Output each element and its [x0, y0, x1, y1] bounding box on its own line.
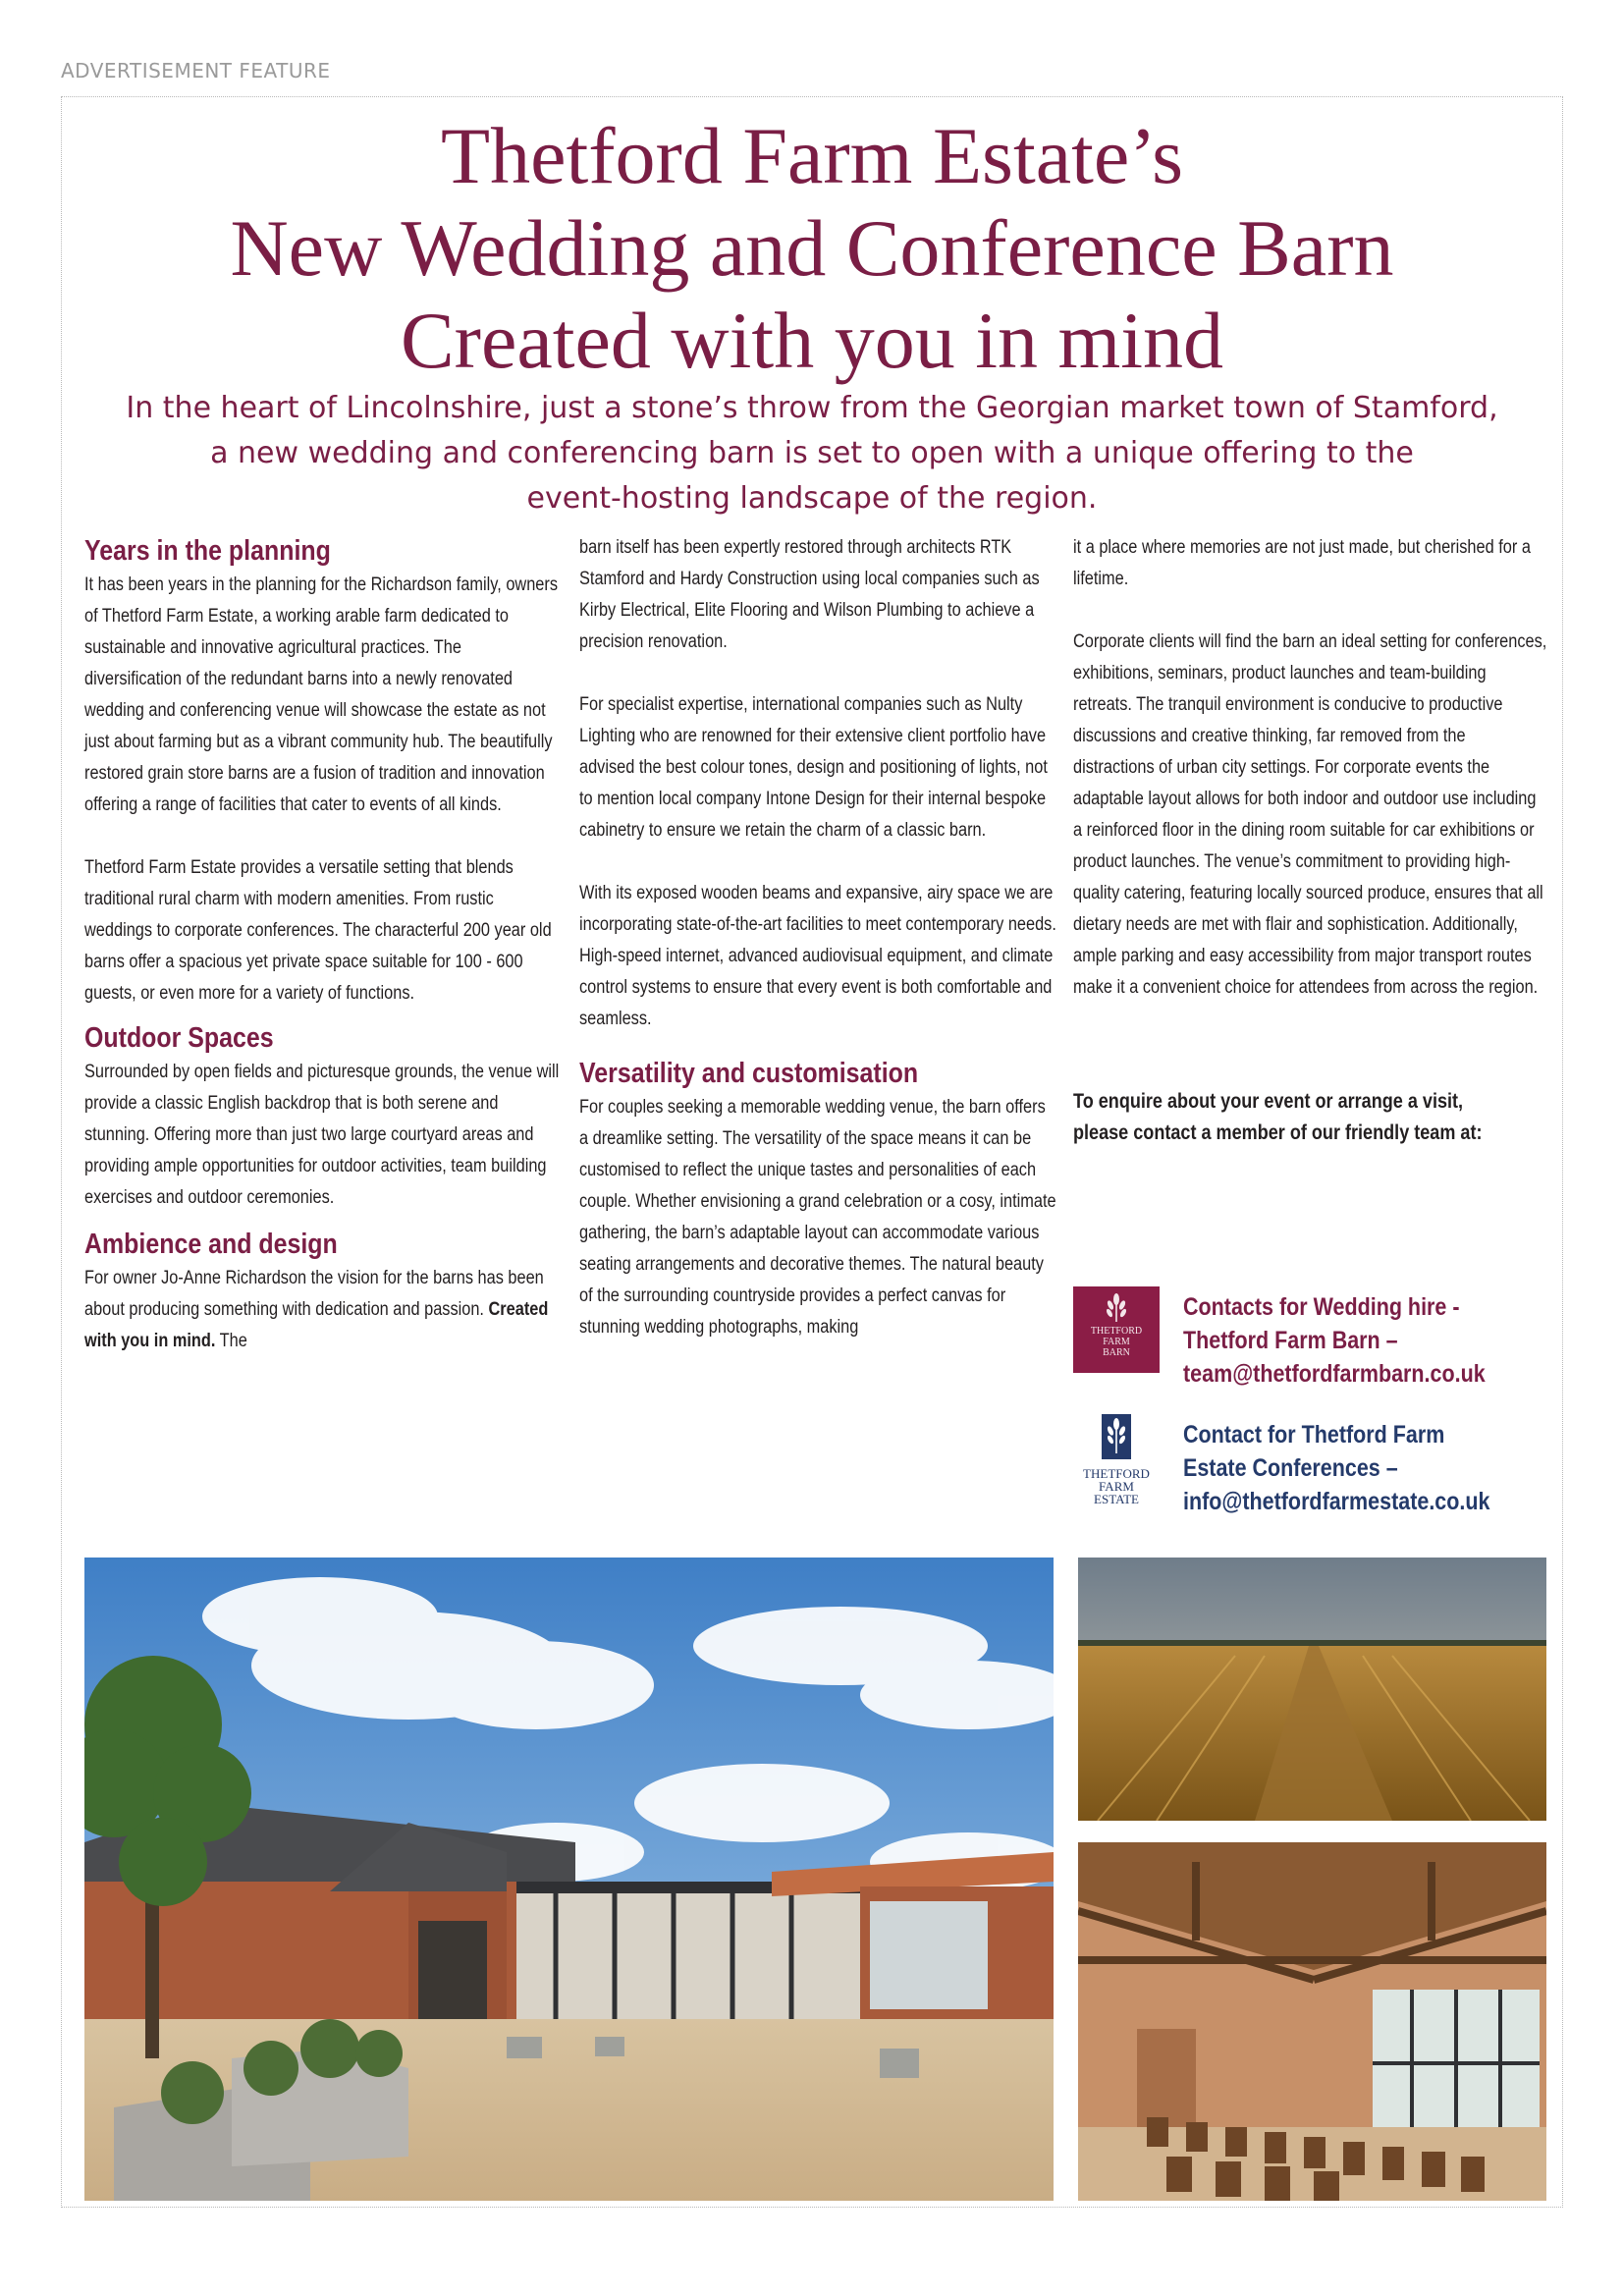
body-paragraph: barn itself has been expertly restored through architects RTK Stamford and Hardy Construction using local companies such as Kirby Electrical, Elite Flooring and Wilson Plumbing to achieve a precision renovation. — [579, 537, 1040, 652]
thetford-farm-barn-logo — [1073, 1286, 1160, 1373]
contact-email-link[interactable]: info@thetfordfarmestate.co.uk — [1183, 1488, 1490, 1515]
body-paragraph: Corporate clients will find the barn an ideal setting for conferences, exhibitions, seminars, product launches and team-building retreats. The tranquil environment is conducive to productive discussions and creative thinking, far removed from the distractions of urban city settings. For corporate events the adaptable layout allows for both indoor and outdoor use including a reinforced floor in the dining room suitable for car exhibitions or product launches. The venue’s commitment to providing high-quality catering, featuring locally sourced produce, ensures that all dietary needs are met with flair and sophistication. Additionally, ample parking and easy accessibility from major transport routes make it a convenient choice for attendees from across the region. — [1073, 631, 1547, 998]
body-paragraph: Surrounded by open fields and picturesque grounds, the venue will provide a classic English backdrop that is both serene and stunning. Offering more than just two large courtyard areas and providing ample opportunities for outdoor activities, team building exercises and outdoor ceremonies. — [84, 1062, 560, 1208]
logo-text: THETFORD — [1083, 1466, 1150, 1481]
standfirst-line: event-hosting landscape of the region. — [526, 481, 1098, 516]
contact-email-link[interactable]: team@thetfordfarmbarn.co.uk — [1183, 1360, 1486, 1388]
standfirst-line: In the heart of Lincolnshire, just a stone’s throw from the Georgian market town of Stamford, — [126, 391, 1498, 425]
contact-label: Estate Conferences – — [1183, 1454, 1398, 1482]
body-text: The — [215, 1331, 247, 1351]
contact-label: Contact for Thetford Farm — [1183, 1421, 1445, 1449]
enquire-text: please contact a member of our friendly team at: — [1073, 1121, 1483, 1144]
contact-label: Thetford Farm Barn – — [1183, 1327, 1398, 1354]
barn-courtyard-photo — [84, 1558, 1054, 2201]
contact-details — [1183, 1290, 1486, 1391]
logo-text: ESTATE — [1094, 1492, 1139, 1506]
body-paragraph: Thetford Farm Estate provides a versatile setting that blends traditional rural charm with modern amenities. From rustic weddings to corporate conferences. The characterful 200 year old barns offer a spacious yet private space suitable for 100 - 600 guests, or even more for a variety of functions. — [84, 857, 552, 1004]
body-paragraph — [84, 1263, 560, 1357]
wheat-icon — [1102, 1414, 1131, 1459]
wheat-field-photo — [1078, 1558, 1546, 1821]
body-text: For owner Jo-Anne Richardson the vision for the barns has been about producing something with dedication and passion. — [84, 1268, 544, 1320]
shield-icon — [1102, 1414, 1131, 1459]
contact-details — [1183, 1418, 1489, 1518]
section-heading-versatility: Versatility and customisation — [579, 1058, 919, 1089]
body-paragraph: With its exposed wooden beams and expansive, airy space we are incorporating state-of-the-art facilities to meet contemporary needs. High-speed internet, advanced audiovisual equipment, and climate control systems to ensure that every event is both comfortable and seamless. — [579, 883, 1056, 1029]
barn-interior-photo — [1078, 1842, 1546, 2201]
body-paragraph: For couples seeking a memorable wedding venue, the barn offers a dreamlike setting. The versatility of the space means it can be customised to reflect the unique tastes and personalities of each couple. Whether envisioning a grand celebration or a cosy, intimate gathering, the barn’s adaptable layout can accommodate various seating arrangements and decorative themes. The natural beauty of the surrounding countryside provides a perfect canvas for stunning wedding photographs, making — [579, 1097, 1056, 1338]
body-paragraph: It has been years in the planning for the Richardson family, owners of Thetford Farm Estate, a working arable farm dedicated to sustainable and innovative agricultural practices. The diversification of the redundant barns into a newly renovated wedding and conferencing venue will showcase the estate as not just about farming but as a vibrant community hub. The beautifully restored grain store barns are a fusion of tradition and innovation offering a range of facilities that cater to events of all kinds. — [84, 574, 559, 815]
section-heading-outdoor-spaces: Outdoor Spaces — [84, 1022, 274, 1054]
contact-conferences — [1073, 1414, 1564, 1522]
logo-text: THETFORD — [1090, 1326, 1143, 1337]
standfirst — [61, 386, 1563, 521]
headline — [61, 110, 1563, 387]
logo-text: FARM — [1099, 1479, 1134, 1494]
thetford-farm-estate-logo — [1073, 1414, 1160, 1520]
wheat-icon — [1102, 1292, 1131, 1324]
logo-text: FARM — [1103, 1337, 1130, 1347]
logo-text: BARN — [1103, 1347, 1130, 1358]
section-heading-years-in-planning: Years in the planning — [84, 535, 331, 567]
contact-label: Contacts for Wedding hire - — [1183, 1293, 1460, 1321]
section-heading-ambience-design: Ambience and design — [84, 1229, 338, 1260]
body-paragraph: it a place where memories are not just made, but cherished for a lifetime. — [1073, 537, 1531, 589]
headline-line: Thetford Farm Estate’s — [440, 111, 1184, 200]
body-text-bold: Created with you in mind. — [84, 1299, 549, 1351]
body-paragraph: For specialist expertise, international companies such as Nulty Lighting who are renowned for their extensive client portfolio have advised the best colour tones, design and positioning of lights, not to mention local company Intone Design for their internal bespoke cabinetry to ensure we retain the charm of a classic barn. — [579, 694, 1048, 841]
advertisement-feature-label: ADVERTISEMENT FEATURE — [61, 59, 331, 82]
standfirst-line: a new wedding and conferencing barn is set to open with a unique offering to the — [210, 436, 1414, 470]
enquire-text: To enquire about your event or arrange a visit, — [1073, 1090, 1464, 1113]
headline-line: New Wedding and Conference Barn — [230, 203, 1394, 293]
headline-line: Created with you in mind — [400, 296, 1224, 385]
column-1 — [84, 532, 560, 1357]
contact-wedding-hire — [1073, 1286, 1564, 1394]
column-3 — [1073, 532, 1548, 1149]
column-2 — [579, 532, 1058, 1343]
